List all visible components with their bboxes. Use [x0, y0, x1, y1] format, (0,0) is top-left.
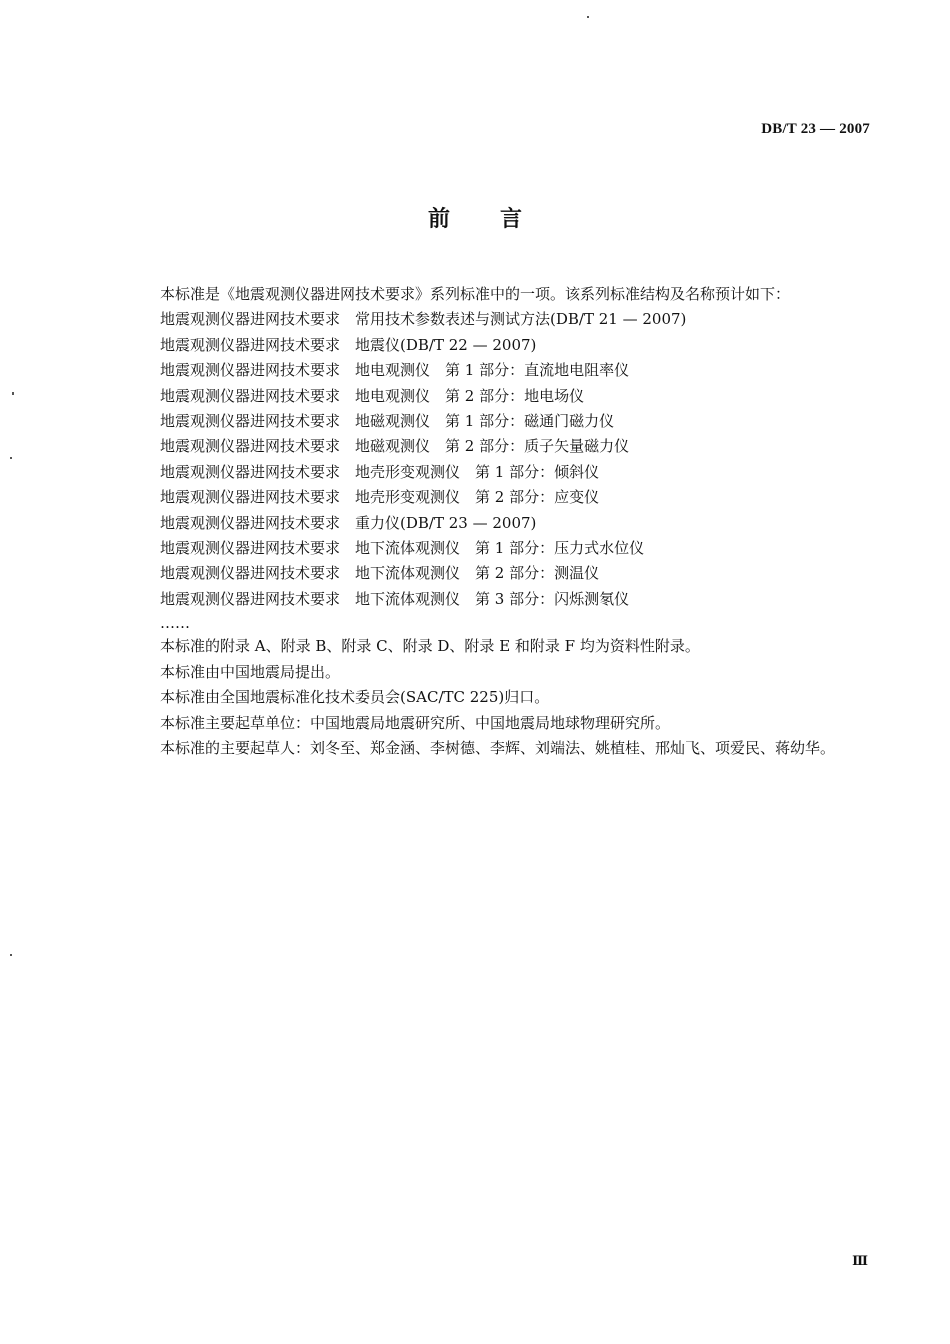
committee-paragraph: 本标准由全国地震标准化技术委员会(SAC/TC 225)归口。	[160, 688, 550, 707]
foreword-body	[125, 282, 871, 761]
page-number: Ⅲ	[852, 1253, 868, 1268]
list-item: 地震观测仪器进网技术要求 地震仪(DB/T 22 — 2007)	[160, 335, 537, 354]
list-item: 地震观测仪器进网技术要求 地磁观测仪 第 1 部分：磁通门磁力仪	[160, 412, 615, 431]
drafting-units-paragraph: 本标准主要起草单位：中国地震局地震研究所、中国地震局地球物理研究所。	[160, 713, 671, 732]
list-item: 地震观测仪器进网技术要求 地电观测仪 第 2 部分：地电场仪	[160, 386, 585, 405]
list-item: 地震观测仪器进网技术要求 地下流体观测仪 第 2 部分：测温仪	[160, 564, 600, 583]
list-item: 地震观测仪器进网技术要求 地壳形变观测仪 第 2 部分：应变仪	[160, 488, 600, 507]
page-title: 前言	[427, 207, 572, 232]
list-item: 地震观测仪器进网技术要求 地壳形变观测仪 第 1 部分：倾斜仪	[160, 462, 600, 481]
list-item: 地震观测仪器进网技术要求 地下流体观测仪 第 3 部分：闪烁测氡仪	[160, 589, 630, 608]
drafters-paragraph: 本标准的主要起草人：刘冬至、郑金涵、李树德、李辉、刘端法、姚植桂、邢灿飞、项爱民、蒋幼华。	[160, 738, 836, 757]
series-list	[125, 307, 871, 612]
list-item: 地震观测仪器进网技术要求 常用技术参数表述与测试方法(DB/T 21 — 2007)	[160, 310, 687, 329]
annex-paragraph: 本标准的附录 A、附录 B、附录 C、附录 D、附录 E 和附录 F 均为资料性附录。	[160, 637, 700, 656]
standard-code: DB/T 23 — 2007	[761, 121, 870, 137]
scan-speck	[587, 16, 589, 18]
scan-speck	[10, 954, 12, 956]
list-item: 地震观测仪器进网技术要求 地电观测仪 第 1 部分：直流地电阻率仪	[160, 361, 630, 380]
list-item: 地震观测仪器进网技术要求 地磁观测仪 第 2 部分：质子矢量磁力仪	[160, 437, 630, 456]
list-item: 地震观测仪器进网技术要求 地下流体观测仪 第 1 部分：压力式水位仪	[160, 539, 645, 558]
scan-speck	[12, 392, 14, 395]
list-ellipsis: ……	[160, 614, 190, 633]
scan-speck	[10, 457, 12, 459]
intro-paragraph: 本标准是《地震观测仪器进网技术要求》系列标准中的一项。该系列标准结构及名称预计如下：	[160, 285, 791, 303]
proposer-paragraph: 本标准由中国地震局提出。	[160, 662, 341, 681]
list-item: 地震观测仪器进网技术要求 重力仪(DB/T 23 — 2007)	[160, 513, 537, 532]
